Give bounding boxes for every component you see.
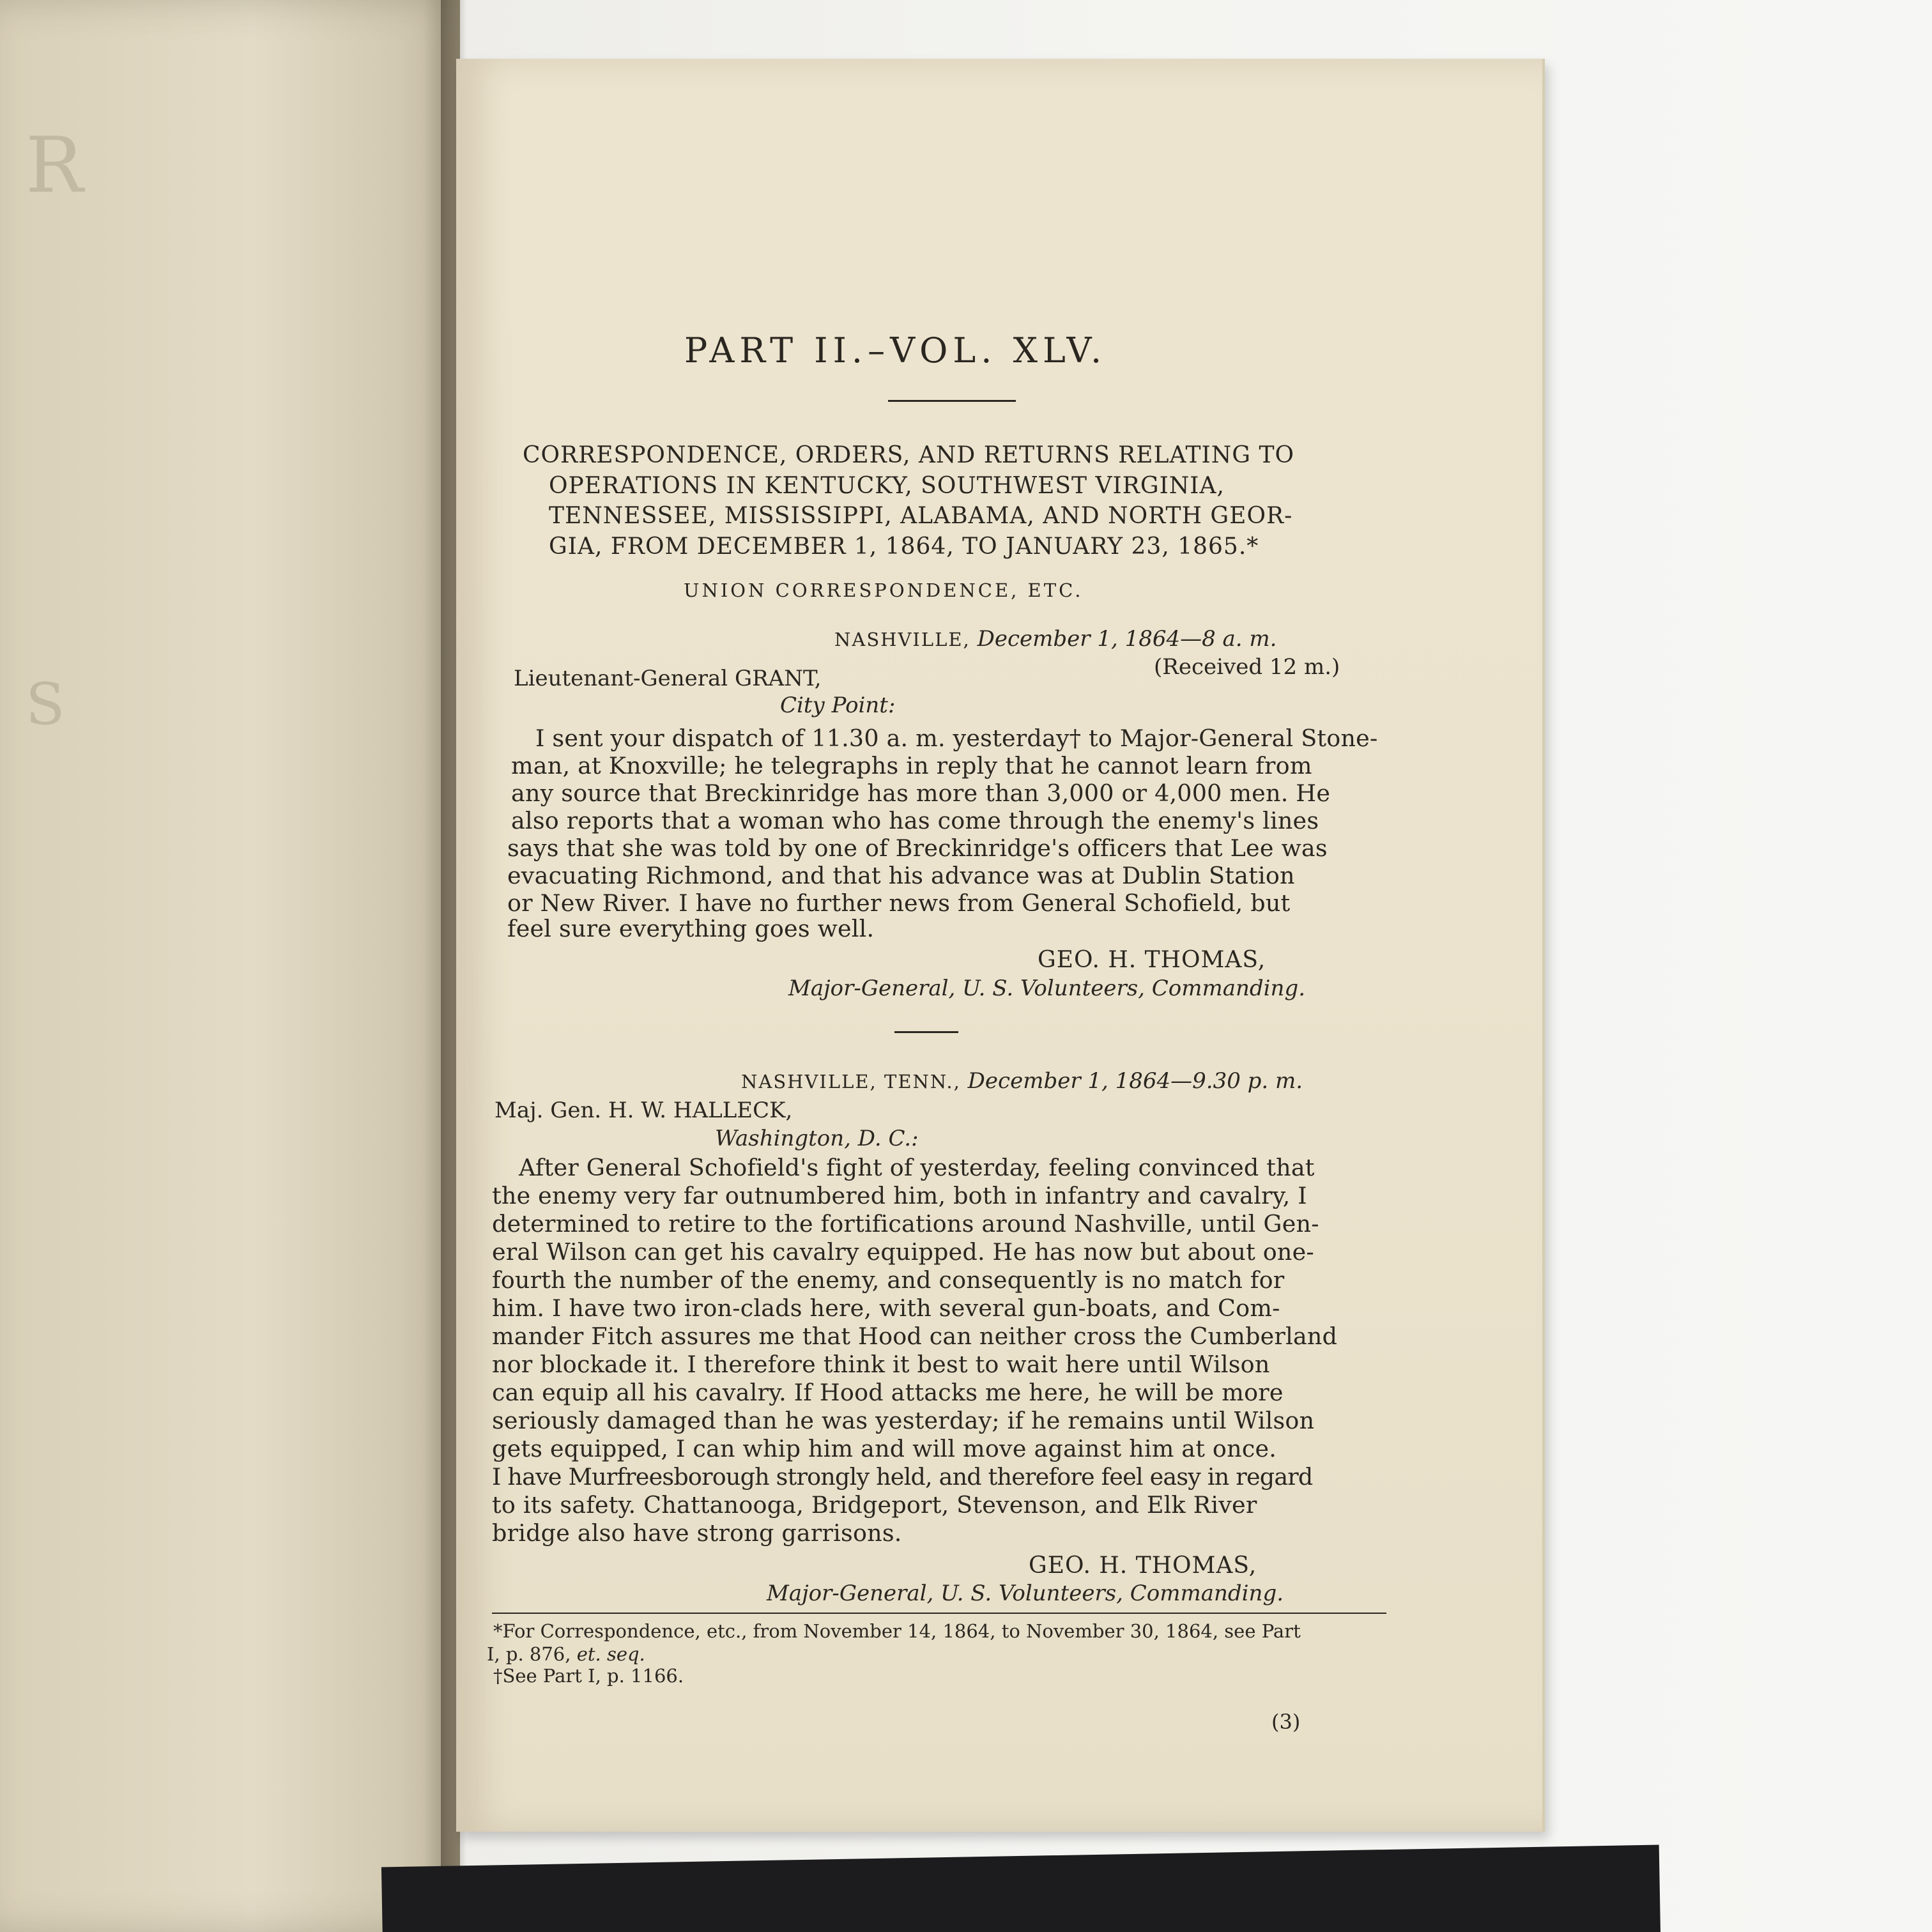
letter-2-body-line: bridge also have strong garrisons.	[492, 1519, 902, 1547]
letter-2-body-line: I have Murfreesborough strongly held, and therefore feel easy in regard	[492, 1463, 1313, 1491]
letter-2-body-line: nor blockade it. I therefore think it best to wait here until Wilson	[492, 1351, 1270, 1378]
letter-2-signature: GEO. H. THOMAS,	[1029, 1552, 1257, 1579]
letter-1-body-line: any source that Breckinridge has more than 3,000 or 4,000 men. He	[511, 779, 1331, 807]
footnote-et-seq: et. seq.	[576, 1643, 645, 1665]
footnote-page-ref: I, p. 876,	[487, 1643, 577, 1665]
show-through-text: R	[26, 121, 84, 210]
letter-1-place: NASHVILLE,	[834, 629, 970, 650]
heading-line-1: CORRESPONDENCE, ORDERS, AND RETURNS RELATING TO	[523, 442, 1294, 468]
letter-1-body-line: man, at Knoxville; he telegraphs in reply that he cannot learn from	[511, 752, 1312, 779]
letter-1-body-line: says that she was told by one of Breckinridge's officers that Lee was	[507, 834, 1328, 862]
footnote-rule	[492, 1613, 1386, 1614]
letter-2-body-line: After General Schofield's fight of yesterday, feeling convinced that	[519, 1154, 1315, 1181]
heading-line-4: GIA, FROM DECEMBER 1, 1864, TO JANUARY 23, 1865.*	[549, 533, 1259, 560]
letter-1-body-line: also reports that a woman who has come through the enemy's lines	[511, 807, 1319, 834]
footnote-star-line-1: *For Correspondence, etc., from November 14, 1864, to November 30, 1864, see Part	[493, 1620, 1301, 1642]
right-book-page	[456, 59, 1545, 1832]
letter-2-body-line: fourth the number of the enemy, and consequently is no match for	[492, 1266, 1285, 1294]
footnote-star-line-2	[487, 1643, 645, 1665]
letter-1-received: (Received 12 m.)	[1154, 654, 1340, 680]
letter-1-body-line: evacuating Richmond, and that his advance was at Dublin Station	[507, 862, 1295, 889]
page-number: (3)	[1271, 1710, 1301, 1734]
letter-2-body-line: can equip all his cavalry. If Hood attacks me here, he will be more	[492, 1379, 1284, 1406]
letter-2-addressee: Maj. Gen. H. W. HALLECK,	[494, 1098, 793, 1123]
title-rule	[888, 400, 1016, 402]
letter-2-body-line: seriously damaged than he was yesterday; if he remains until Wilson	[492, 1407, 1315, 1434]
show-through-text: S	[26, 671, 65, 738]
letter-1-rank: Major-General, U. S. Volunteers, Commanding.	[788, 976, 1306, 1001]
letter-1-dateline	[834, 626, 1276, 652]
letter-2-body-line: gets equipped, I can whip him and will move against him at once.	[492, 1435, 1277, 1462]
letter-2-body-line: eral Wilson can get his cavalry equipped. He has now but about one-	[492, 1238, 1314, 1266]
footnote-dagger: †See Part I, p. 1166.	[493, 1665, 684, 1687]
left-facing-page	[0, 0, 460, 1932]
heading-line-3: TENNESSEE, MISSISSIPPI, ALABAMA, AND NORTH GEOR-	[549, 503, 1293, 529]
letter-2-body-line: mander Fitch assures me that Hood can neither cross the Cumberland	[492, 1322, 1338, 1350]
letter-2-rank: Major-General, U. S. Volunteers, Commanding.	[767, 1581, 1284, 1606]
letter-1-body-line: or New River. I have no further news from General Schofield, but	[507, 889, 1291, 917]
letter-1-body-line: feel sure everything goes well.	[507, 915, 875, 942]
letter-2-location: Washington, D. C.:	[715, 1126, 919, 1151]
letter-2-place: NASHVILLE, TENN.,	[741, 1071, 961, 1092]
volume-title: PART II.–VOL. XLV.	[684, 330, 1107, 371]
letter-2-dateline	[741, 1068, 1303, 1094]
letter-1-signature: GEO. H. THOMAS,	[1038, 947, 1266, 973]
letter-1-date: December 1, 1864—8 a. m.	[977, 626, 1277, 652]
letter-2-body-line: determined to retire to the fortifications around Nashville, until Gen-	[492, 1210, 1319, 1238]
heading-line-2: OPERATIONS IN KENTUCKY, SOUTHWEST VIRGINIA,	[549, 473, 1225, 499]
letter-1-addressee: Lieutenant-General GRANT,	[514, 666, 822, 691]
letter-2-body-line: him. I have two iron-clads here, with several gun-boats, and Com-	[492, 1294, 1280, 1322]
letter-1-body-line: I sent your dispatch of 11.30 a. m. yesterday† to Major-General Stone-	[535, 724, 1378, 752]
letter-2-date: December 1, 1864—9.30 p. m.	[967, 1068, 1303, 1094]
letter-2-body-line: the enemy very far outnumbered him, both in infantry and cavalry, I	[492, 1182, 1307, 1209]
letter-2-body-line: to its safety. Chattanooga, Bridgeport, Stevenson, and Elk River	[492, 1491, 1257, 1519]
section-subheading: UNION CORRESPONDENCE, ETC.	[684, 579, 1084, 601]
letter-1-location: City Point:	[780, 693, 896, 718]
letter-divider	[894, 1031, 958, 1033]
